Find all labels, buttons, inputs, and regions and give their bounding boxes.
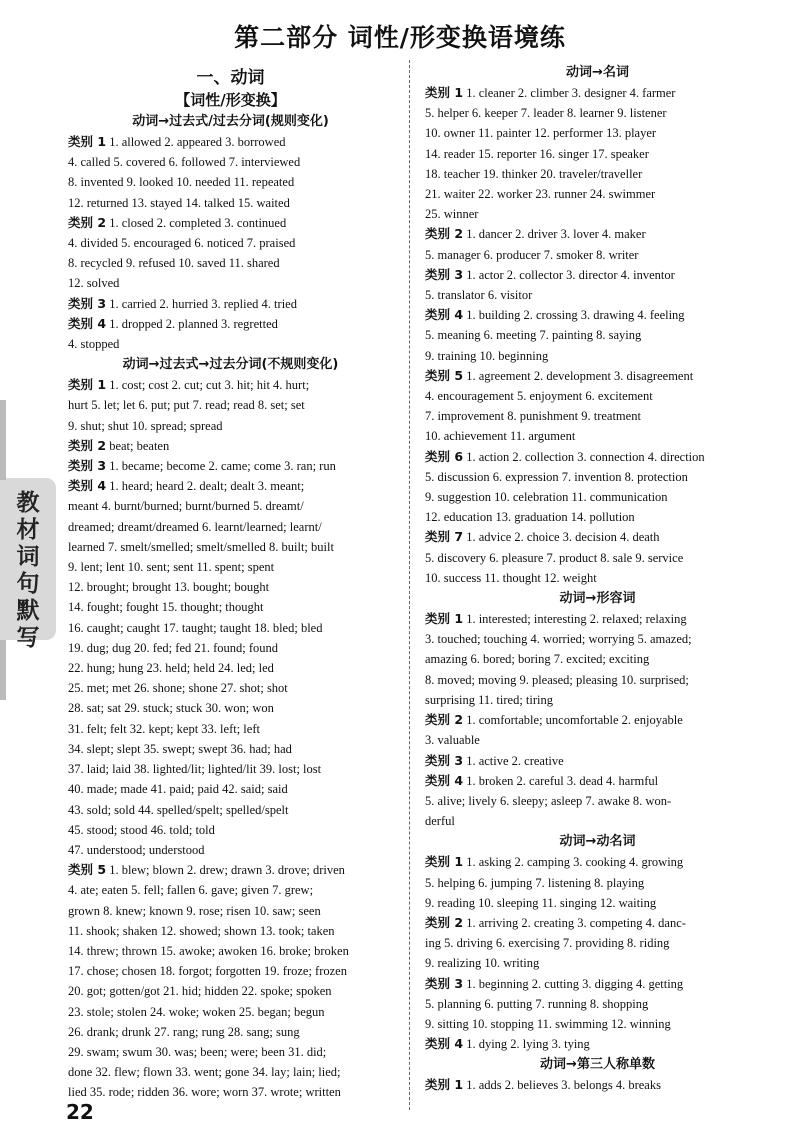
- answer-text: 1. building 2. crossing 3. drawing 4. feeling: [466, 308, 685, 323]
- answer-text: 11. shook; shaken 12. showed; shown 13. took; taken: [68, 923, 335, 938]
- category-label: 类别 2: [425, 226, 464, 242]
- subsection-heading: 动词→过去式→过去分词(不规则变化): [122, 357, 339, 373]
- answer-line: [68, 172, 393, 192]
- answer-line: [68, 1022, 393, 1042]
- answer-line: [425, 487, 770, 507]
- answer-text: 1. active 2. creative: [466, 753, 564, 768]
- answer-line: [425, 103, 770, 123]
- answer-line: [425, 913, 770, 933]
- answer-line: [68, 901, 393, 921]
- answer-line: [68, 273, 393, 293]
- answer-line: [425, 893, 770, 913]
- answer-line: [425, 123, 770, 143]
- answer-text: 1. heard; heard 2. dealt; dealt 3. meant;: [109, 479, 305, 494]
- answer-line: [68, 517, 393, 537]
- answer-text: 3. valuable: [425, 733, 480, 748]
- answer-text: grown 8. knew; known 9. rose; risen 10. saw; seen: [68, 903, 321, 918]
- answer-text: 1. dancer 2. driver 3. lover 4. maker: [466, 227, 646, 242]
- answer-text: 4. ate; eaten 5. fell; fallen 6. gave; given 7. grew;: [68, 883, 314, 898]
- answer-text: 5. helper 6. keeper 7. leader 8. learner 9. listener: [425, 106, 667, 121]
- category-label: 类别 1: [425, 854, 464, 870]
- category-label: 类别 6: [425, 448, 464, 464]
- answer-line: [425, 811, 770, 831]
- category-label: 类别 3: [425, 752, 464, 768]
- answer-text: 31. felt; felt 32. kept; kept 33. left; left: [68, 721, 260, 736]
- answer-line: [425, 751, 770, 771]
- answer-text: 1. asking 2. camping 3. cooking 4. growing: [466, 855, 684, 870]
- answer-text: 12. brought; brought 13. bought; bought: [68, 580, 270, 595]
- answer-text: 1. adds 2. believes 3. belongs 4. breaks: [466, 1078, 661, 1093]
- answer-line: [425, 467, 770, 487]
- answer-line: [425, 710, 770, 730]
- category-label: 类别 4: [425, 1036, 464, 1052]
- answer-line: [425, 974, 770, 994]
- column-divider: [409, 60, 410, 1110]
- answer-text: 5. alive; lively 6. sleepy; asleep 7. awake 8. won-: [425, 793, 672, 808]
- answer-text: 12. education 13. graduation 14. pollution: [425, 510, 635, 525]
- answer-line: [425, 447, 770, 467]
- answer-line: [68, 1042, 393, 1062]
- answer-line: [68, 213, 393, 233]
- answer-line: [425, 426, 770, 446]
- answer-line: [68, 941, 393, 961]
- scan-edge-mark: [0, 400, 6, 480]
- answer-text: 1. blew; blown 2. drew; drawn 3. drove; driven: [109, 863, 345, 878]
- answer-line: [68, 294, 393, 314]
- category-label: 类别 2: [68, 214, 107, 230]
- answer-text: 1. dying 2. lying 3. tying: [466, 1037, 590, 1052]
- answer-text: 9. sitting 10. stopping 11. swimming 12. winning: [425, 1016, 671, 1031]
- category-label: 类别 4: [425, 772, 464, 788]
- answer-text: 5. helping 6. jumping 7. listening 8. playing: [425, 875, 645, 890]
- answer-line: [68, 1062, 393, 1082]
- answer-text: 4. called 5. covered 6. followed 7. interviewed: [68, 155, 301, 170]
- answer-text: 9. training 10. beginning: [425, 348, 549, 363]
- answer-text: 4. stopped: [68, 337, 120, 352]
- answer-text: 8. moved; moving 9. pleased; pleasing 10. surprised;: [425, 672, 689, 687]
- answer-line: [425, 670, 770, 690]
- answer-line: [425, 548, 770, 568]
- answer-text: 25. met; met 26. shone; shone 27. shot; shot: [68, 681, 288, 696]
- answer-text: 43. sold; sold 44. spelled/spelt; spelled/spelt: [68, 802, 289, 817]
- answer-text: 40. made; made 41. paid; paid 42. said; said: [68, 782, 288, 797]
- answer-line: [68, 233, 393, 253]
- section-subtitle: 【词性/形变换】: [175, 91, 286, 109]
- answer-line: [425, 507, 770, 527]
- answer-line: [425, 690, 770, 710]
- answer-line: [425, 245, 770, 265]
- answer-line: [425, 873, 770, 893]
- answer-line: [425, 1034, 770, 1054]
- answer-text: 1. became; become 2. came; come 3. ran; run: [109, 459, 336, 474]
- category-label: 类别 1: [68, 377, 107, 393]
- answer-text: 37. laid; laid 38. lighted/lit; lighted/lit 39. lost; lost: [68, 762, 322, 777]
- right-column: [425, 62, 770, 1096]
- answer-line: [425, 1014, 770, 1034]
- answer-text: amazing 6. bored; boring 7. excited; exciting: [425, 652, 650, 667]
- answer-line: [425, 144, 770, 164]
- answer-line: [68, 577, 393, 597]
- answer-text: 1. agreement 2. development 3. disagreement: [466, 368, 694, 383]
- answer-line: [68, 557, 393, 577]
- answer-text: 8. invented 9. looked 10. needed 11. repeated: [68, 175, 295, 190]
- answer-text: learned 7. smelt/smelled; smelt/smelled 8. built; built: [68, 539, 334, 554]
- answer-text: 7. improvement 8. punishment 9. treatment: [425, 409, 641, 424]
- answer-text: 14. fought; fought 15. thought; thought: [68, 600, 264, 615]
- answer-text: 1. closed 2. completed 3. continued: [109, 215, 287, 230]
- answer-line: [68, 638, 393, 658]
- answer-line: [68, 193, 393, 213]
- answer-line: [68, 779, 393, 799]
- answer-text: 34. slept; slept 35. swept; swept 36. had; had: [68, 741, 292, 756]
- answer-line: [68, 618, 393, 638]
- category-label: 类别 4: [425, 307, 464, 323]
- answer-line: [68, 921, 393, 941]
- answer-text: 12. solved: [68, 276, 120, 291]
- answer-line: [425, 265, 770, 285]
- answer-text: 1. carried 2. hurried 3. replied 4. tried: [109, 296, 297, 311]
- answer-line: [68, 981, 393, 1001]
- answer-text: 12. returned 13. stayed 14. talked 15. waited: [68, 195, 290, 210]
- answer-line: [68, 820, 393, 840]
- answer-line: [425, 224, 770, 244]
- answer-text: 21. waiter 22. worker 23. runner 24. swimmer: [425, 187, 656, 202]
- answer-line: [68, 597, 393, 617]
- answer-text: 5. manager 6. producer 7. smoker 8. writer: [425, 247, 639, 262]
- answer-text: 16. caught; caught 17. taught; taught 18. bled; bled: [68, 620, 323, 635]
- answer-line: [425, 730, 770, 750]
- answer-text: 9. reading 10. sleeping 11. singing 12. waiting: [425, 895, 657, 910]
- category-label: 类别 3: [425, 975, 464, 991]
- category-label: 类别 3: [425, 266, 464, 282]
- answer-line: [68, 132, 393, 152]
- side-tab-label: 教材词句默写: [16, 490, 40, 651]
- subsection-heading: 动词→动名词: [559, 834, 636, 850]
- answer-text: 47. understood; understood: [68, 842, 205, 857]
- category-label: 类别 5: [68, 862, 107, 878]
- answer-line: [425, 771, 770, 791]
- answer-text: 9. realizing 10. writing: [425, 956, 540, 971]
- answer-line: [68, 719, 393, 739]
- answer-line: [425, 791, 770, 811]
- answer-text: 10. owner 11. painter 12. performer 13. player: [425, 126, 657, 141]
- answer-text: 1. beginning 2. cutting 3. digging 4. getting: [466, 976, 684, 991]
- page-number: 22: [66, 1100, 94, 1124]
- answer-text: 19. dug; dug 20. fed; fed 21. found; found: [68, 640, 279, 655]
- section-title: 一、动词: [196, 68, 265, 88]
- answer-text: 45. stood; stood 46. told; told: [68, 822, 215, 837]
- answer-text: 20. got; gotten/got 21. hid; hidden 22. spoke; spoken: [68, 984, 332, 999]
- answer-line: [68, 416, 393, 436]
- category-label: 类别 2: [68, 437, 107, 453]
- answer-line: [68, 1002, 393, 1022]
- answer-text: 1. comfortable; uncomfortable 2. enjoyable: [466, 713, 683, 728]
- answer-text: 22. hung; hung 23. held; held 24. led; led: [68, 661, 274, 676]
- answer-text: lied 35. rode; ridden 36. wore; worn 37. wrote; written: [68, 1085, 341, 1100]
- answer-line: [68, 678, 393, 698]
- answer-text: 1. dropped 2. planned 3. regretted: [109, 316, 278, 331]
- answer-line: [425, 346, 770, 366]
- answer-text: 17. chose; chosen 18. forgot; forgotten 19. froze; frozen: [68, 964, 347, 979]
- subsection-heading: 动词→名词: [566, 65, 629, 80]
- category-label: 类别 2: [425, 712, 464, 728]
- answer-line: [425, 609, 770, 629]
- answer-text: 1. advice 2. choice 3. decision 4. death: [466, 530, 660, 545]
- answer-line: [425, 83, 770, 103]
- subsection-heading: 动词→形容词: [559, 591, 636, 607]
- answer-text: 29. swam; swum 30. was; been; were; been 31. did;: [68, 1044, 327, 1059]
- category-label: 类别 3: [68, 295, 107, 311]
- answer-line: [425, 933, 770, 953]
- answer-text: dreamed; dreamt/dreamed 6. learnt/learned; learnt/: [68, 519, 322, 534]
- answer-text: 10. success 11. thought 12. weight: [425, 570, 597, 585]
- answer-text: 1. cleaner 2. climber 3. designer 4. farmer: [466, 86, 676, 100]
- answer-line: [425, 953, 770, 973]
- answer-text: 5. translator 6. visitor: [425, 288, 533, 303]
- answer-line: [425, 386, 770, 406]
- answer-line: [68, 658, 393, 678]
- answer-line: [425, 629, 770, 649]
- answer-text: 5. discovery 6. pleasure 7. product 8. sale 9. service: [425, 550, 684, 565]
- answer-line: [68, 334, 393, 354]
- answer-text: 10. achievement 11. argument: [425, 429, 576, 444]
- answer-line: [425, 994, 770, 1014]
- category-label: 类别 1: [425, 611, 464, 627]
- category-label: 类别 4: [68, 478, 107, 494]
- answer-text: 5. planning 6. putting 7. running 8. shopping: [425, 996, 649, 1011]
- answer-text: 4. encouragement 5. enjoyment 6. excitement: [425, 389, 653, 404]
- answer-line: [68, 456, 393, 476]
- answer-line: [425, 164, 770, 184]
- answer-line: [68, 253, 393, 273]
- answer-text: 5. meaning 6. meeting 7. painting 8. saying: [425, 328, 642, 343]
- answer-text: 23. stole; stolen 24. woke; woken 25. began; begun: [68, 1004, 325, 1019]
- subsection-heading: 动词→第三人称单数: [540, 1057, 655, 1073]
- answer-line: [425, 305, 770, 325]
- category-label: 类别 2: [425, 914, 464, 930]
- answer-line: [425, 204, 770, 224]
- page-title: 第二部分 词性/形变换语境练: [234, 23, 566, 52]
- answer-line: [68, 880, 393, 900]
- answer-text: 9. lent; lent 10. sent; sent 11. spent; spent: [68, 560, 275, 575]
- answer-text: 3. touched; touching 4. worried; worrying 5. amazed;: [425, 632, 692, 647]
- category-label: 类别 4: [68, 315, 107, 331]
- category-label: 类别 3: [68, 458, 107, 474]
- answer-line: [68, 800, 393, 820]
- answer-text: 1. action 2. collection 3. connection 4. direction: [466, 449, 705, 464]
- answer-text: 14. reader 15. reporter 16. singer 17. speaker: [425, 146, 649, 161]
- answer-line: [68, 476, 393, 496]
- answer-line: [425, 568, 770, 588]
- answer-text: 4. divided 5. encouraged 6. noticed 7. praised: [68, 236, 296, 251]
- answer-text: 5. discussion 6. expression 7. invention 8. protection: [425, 469, 688, 484]
- answer-line: [425, 325, 770, 345]
- answer-line: [68, 537, 393, 557]
- answer-text: 1. interested; interesting 2. relaxed; relaxing: [466, 612, 687, 627]
- scan-edge-mark: [0, 640, 6, 700]
- answer-line: [68, 840, 393, 860]
- answer-text: 1. cost; cost 2. cut; cut 3. hit; hit 4. hurt;: [109, 378, 310, 393]
- answer-text: surprising 11. tired; tiring: [425, 692, 553, 707]
- answer-text: ing 5. driving 6. exercising 7. providing 8. riding: [425, 936, 670, 951]
- answer-text: derful: [425, 814, 455, 829]
- category-label: 类别 7: [425, 529, 464, 545]
- answer-line: [68, 698, 393, 718]
- answer-text: 1. allowed 2. appeared 3. borrowed: [109, 135, 286, 149]
- answer-line: [68, 436, 393, 456]
- answer-line: [68, 860, 393, 880]
- answer-text: meant 4. burnt/burned; burnt/burned 5. dreamt/: [68, 499, 304, 514]
- answer-text: 18. teacher 19. thinker 20. traveler/traveller: [425, 166, 643, 181]
- answer-line: [425, 527, 770, 547]
- answer-line: [68, 961, 393, 981]
- answer-line: [425, 366, 770, 386]
- answer-line: [68, 375, 393, 395]
- category-label: 类别 1: [425, 85, 464, 100]
- category-label: 类别 1: [425, 1077, 464, 1093]
- answer-line: [425, 1075, 770, 1095]
- answer-text: 1. arriving 2. creating 3. competing 4. danc-: [466, 915, 686, 930]
- answer-line: [425, 852, 770, 872]
- answer-text: 28. sat; sat 29. stuck; stuck 30. won; won: [68, 701, 274, 716]
- answer-text: 9. shut; shut 10. spread; spread: [68, 418, 223, 433]
- answer-text: 9. suggestion 10. celebration 11. communication: [425, 490, 668, 505]
- answer-text: 1. actor 2. collector 3. director 4. inventor: [466, 267, 675, 282]
- category-label: 类别 1: [68, 134, 107, 149]
- answer-text: done 32. flew; flown 33. went; gone 34. lay; lain; lied;: [68, 1065, 341, 1080]
- answer-text: hurt 5. let; let 6. put; put 7. read; read 8. set; set: [68, 398, 305, 413]
- answer-line: [425, 649, 770, 669]
- answer-line: [68, 314, 393, 334]
- answer-text: 1. broken 2. careful 3. dead 4. harmful: [466, 773, 659, 788]
- answer-text: 14. threw; thrown 15. awoke; awoken 16. broke; broken: [68, 943, 349, 958]
- answer-line: [425, 285, 770, 305]
- answer-line: [68, 496, 393, 516]
- subsection-heading: 动词→过去式/过去分词(规则变化): [132, 114, 329, 129]
- answer-text: 8. recycled 9. refused 10. saved 11. shared: [68, 256, 280, 271]
- category-label: 类别 5: [425, 367, 464, 383]
- answer-line: [68, 395, 393, 415]
- answer-line: [68, 739, 393, 759]
- answer-line: [68, 759, 393, 779]
- side-tab: [0, 478, 56, 651]
- answer-text: 26. drank; drunk 27. rang; rung 28. sang; sung: [68, 1024, 300, 1039]
- answer-text: 25. winner: [425, 207, 479, 222]
- left-column: [68, 62, 393, 1103]
- answer-line: [68, 152, 393, 172]
- answer-line: [425, 184, 770, 204]
- answer-text: beat; beaten: [109, 438, 170, 453]
- answer-line: [425, 406, 770, 426]
- answer-line: [68, 1082, 393, 1102]
